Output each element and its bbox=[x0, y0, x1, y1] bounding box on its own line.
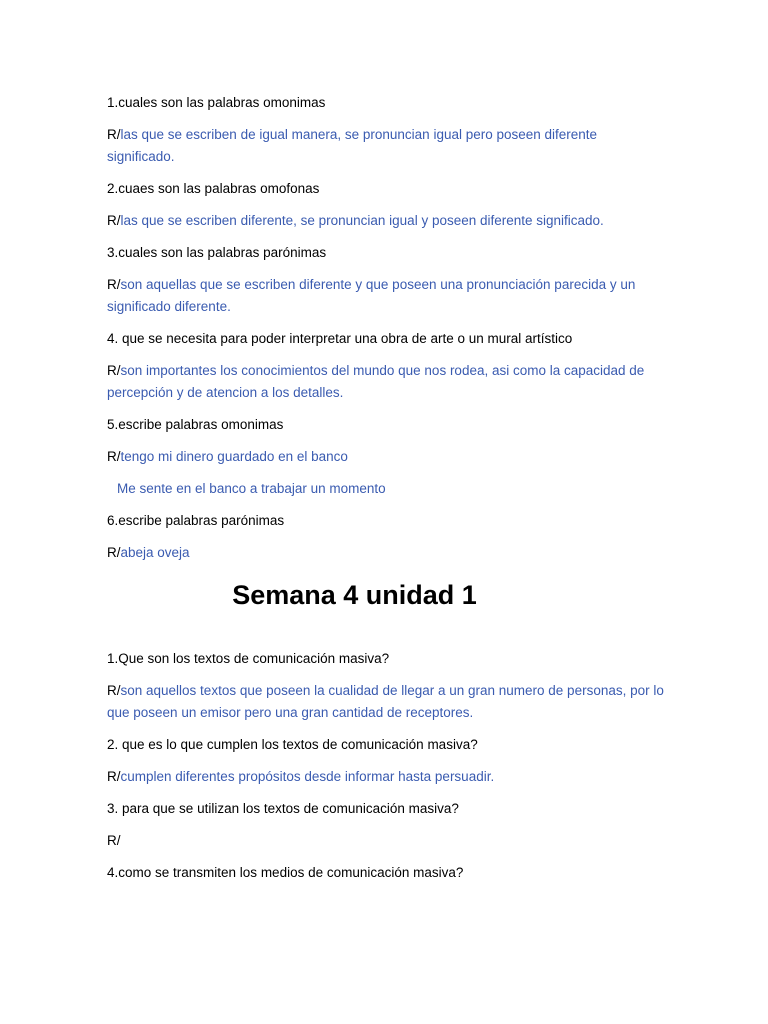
section-title: Semana 4 unidad 1 bbox=[232, 580, 477, 610]
answer-prefix: R/ bbox=[107, 363, 121, 378]
answer-2 bbox=[107, 210, 667, 232]
answer-3 bbox=[107, 274, 667, 318]
question-10: 4.como se transmiten los medios de comunicación masiva? bbox=[107, 865, 464, 880]
answer-5 bbox=[107, 446, 667, 468]
answer-8 bbox=[107, 766, 667, 788]
answer-prefix: R/ bbox=[107, 449, 121, 464]
answer-text: las que se escriben de igual manera, se pronuncian igual pero poseen diferente significado. bbox=[107, 127, 598, 164]
answer-prefix: R/ bbox=[107, 769, 121, 784]
answer-text: cumplen diferentes propósitos desde informar hasta persuadir. bbox=[120, 769, 495, 784]
answer-prefix: R/ bbox=[107, 683, 121, 698]
answer-text: tengo mi dinero guardado en el banco bbox=[120, 449, 348, 464]
answer-text: las que se escriben diferente, se pronuncian igual y poseen diferente significado. bbox=[120, 213, 604, 228]
question-8: 2. que es lo que cumplen los textos de comunicación masiva? bbox=[107, 737, 478, 752]
answer-9 bbox=[107, 830, 667, 852]
answer-4 bbox=[107, 360, 667, 404]
answer-prefix: R/ bbox=[107, 127, 121, 142]
answer-prefix: R/ bbox=[107, 213, 121, 228]
document-page bbox=[107, 92, 667, 894]
answer-text: son aquellos textos que poseen la cualidad de llegar a un gran numero de personas, por lo que poseen un emisor pero una gran cantidad de receptores. bbox=[107, 683, 664, 720]
question-7: 1.Que son los textos de comunicación masiva? bbox=[107, 651, 390, 666]
answer-prefix: R/ bbox=[107, 545, 121, 560]
answer-prefix: R/ bbox=[107, 833, 121, 848]
answer-7 bbox=[107, 680, 667, 724]
answer-1 bbox=[107, 124, 667, 168]
question-6: 6.escribe palabras parónimas bbox=[107, 513, 285, 528]
answer-text: son aquellas que se escriben diferente y que poseen una pronunciación parecida y un significado diferente. bbox=[107, 277, 636, 314]
answer-5-continued: Me sente en el banco a trabajar un momento bbox=[117, 481, 386, 496]
answer-text: son importantes los conocimientos del mundo que nos rodea, asi como la capacidad de percepción y de atencion a los detalles. bbox=[107, 363, 645, 400]
answer-prefix: R/ bbox=[107, 277, 121, 292]
question-1: 1.cuales son las palabras omonimas bbox=[107, 95, 326, 110]
question-2: 2.cuaes son las palabras omofonas bbox=[107, 181, 320, 196]
question-5: 5.escribe palabras omonimas bbox=[107, 417, 284, 432]
answer-6 bbox=[107, 542, 667, 564]
answer-text: abeja oveja bbox=[120, 545, 190, 560]
question-4: 4. que se necesita para poder interpretar una obra de arte o un mural artístico bbox=[107, 331, 573, 346]
question-3: 3.cuales son las palabras parónimas bbox=[107, 245, 327, 260]
question-9: 3. para que se utilizan los textos de comunicación masiva? bbox=[107, 801, 459, 816]
